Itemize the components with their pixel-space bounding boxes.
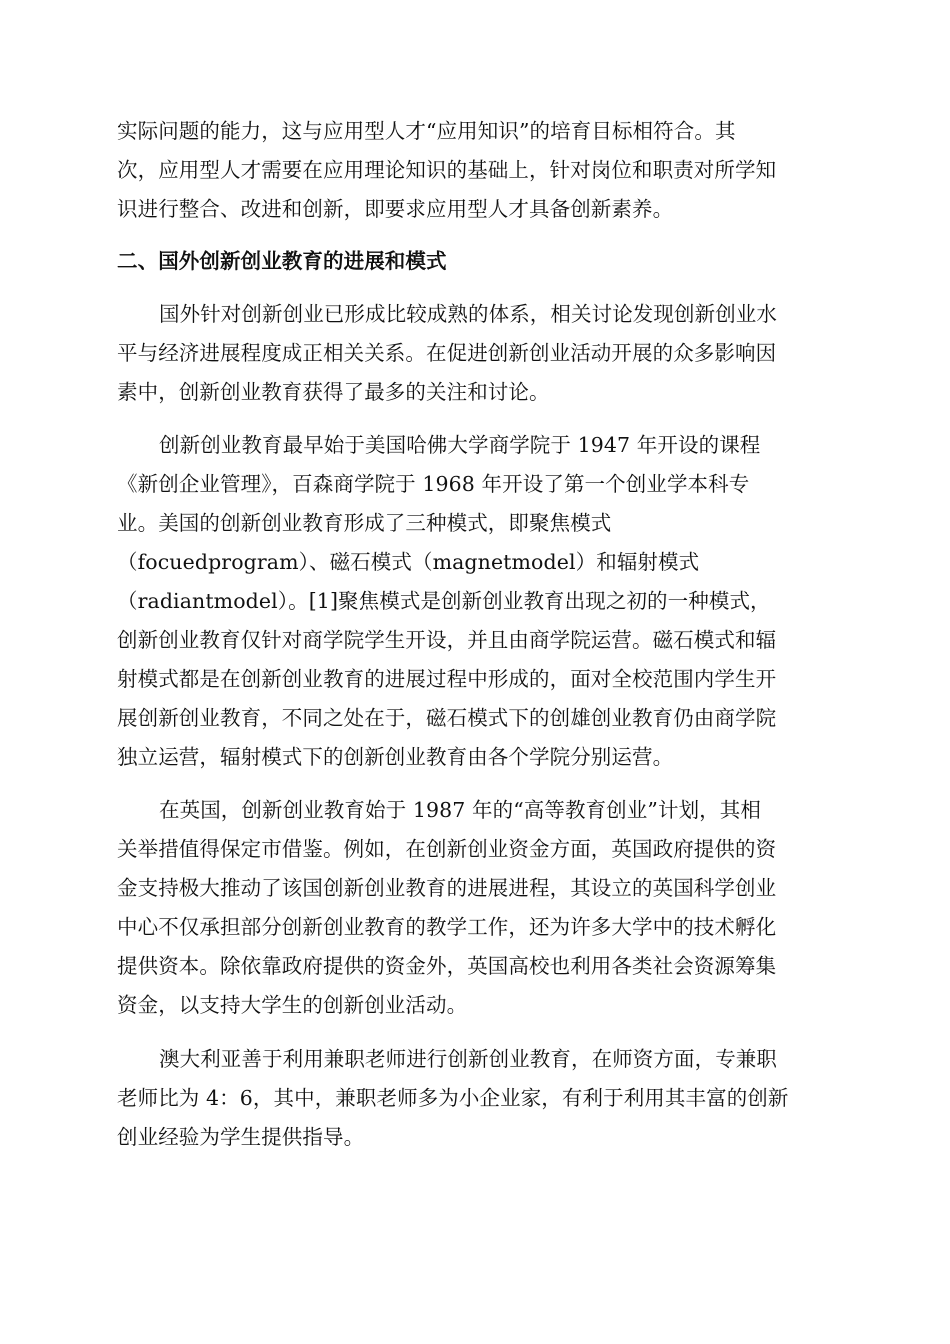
paragraph-line: 中心不仅承担部分创新创业教育的教学工作，还为许多大学中的技术孵化 [117, 915, 777, 939]
paragraph-line: 关举措值得保定市借鉴。例如，在创新创业资金方面，英国政府提供的资 [117, 837, 777, 861]
paragraph-line: 创新创业教育仅针对商学院学生开设，并且由商学院运营。磁石模式和辐 [117, 628, 777, 652]
paragraph-line: 国外针对创新创业已形成比较成熟的体系，相关讨论发现创新创业水 [159, 302, 777, 326]
paragraph-line: 独立运营，辐射模式下的创新创业教育由各个学院分别运营。 [117, 745, 674, 769]
paragraph-line: 次，应用型人才需要在应用理论知识的基础上，针对岗位和职责对所学知 [117, 158, 777, 182]
paragraph-line: 识进行整合、改进和创新，即要求应用型人才具备创新素养。 [117, 197, 674, 221]
paragraph-line: 资金，以支持大学生的创新创业活动。 [117, 993, 468, 1017]
paragraph-line: 澳大利亚善于利用兼职老师进行创新创业教育，在师资方面，专兼职 [159, 1047, 777, 1071]
paragraph-line: 射模式都是在创新创业教育的进展过程中形成的，面对全校范围内学生开 [117, 667, 777, 691]
paragraph-line: 创业经验为学生提供指导。 [117, 1125, 365, 1149]
paragraph-line: 《新创企业管理》，百森商学院于 1968 年开设了第一个创业学本科专 [117, 472, 750, 496]
paragraph-line: （focuedprogram）、磁石模式（magnetmodel）和辐射模式 [117, 550, 700, 574]
section-heading: 二、国外创新创业教育的进展和模式 [117, 249, 447, 273]
paragraph-line: 创新创业教育最早始于美国哈佛大学商学院于 1947 年开设的课程 [159, 433, 761, 457]
paragraph-line: 金支持极大推动了该国创新创业教育的进展进程，其设立的英国科学创业 [117, 876, 777, 900]
paragraph-line: 老师比为 4：6，其中，兼职老师多为小企业家，有利于利用其丰富的创新 [117, 1086, 789, 1110]
paragraph-line: （radiantmodel）。[1]聚焦模式是创新创业教育出现之初的一种模式， [117, 589, 771, 613]
paragraph-line: 展创新创业教育，不同之处在于，磁石模式下的创雄创业教育仍由商学院 [117, 706, 777, 730]
paragraph-line: 实际问题的能力，这与应用型人才“应用知识”的培育目标相符合。其 [117, 119, 736, 143]
paragraph-line: 在英国，创新创业教育始于 1987 年的“高等教育创业”计划，其相 [159, 798, 761, 822]
paragraph-line: 素中，创新创业教育获得了最多的关注和讨论。 [117, 380, 550, 404]
paragraph-line: 业。美国的创新创业教育形成了三种模式，即聚焦模式 [117, 511, 612, 535]
paragraph-line: 平与经济进展程度成正相关关系。在促进创新创业活动开展的众多影响因 [117, 341, 777, 365]
paragraph-line: 提供资本。除依靠政府提供的资金外，英国高校也利用各类社会资源筹集 [117, 954, 777, 978]
